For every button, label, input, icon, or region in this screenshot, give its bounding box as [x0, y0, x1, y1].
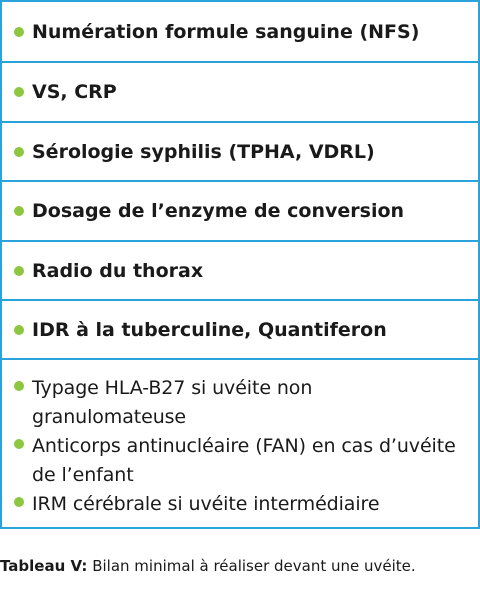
table-row [2, 242, 478, 301]
row-text: Typage HLA-B27 si uvéite non granulomateuse [32, 377, 313, 428]
list-item [14, 21, 472, 43]
row-text: IRM cérébrale si uvéite intermédiaire [32, 493, 380, 515]
bullet-icon [14, 147, 24, 157]
row-label: Numération formule sanguine (NFS) [32, 20, 420, 43]
caption-text: Bilan minimal à réaliser devant une uvéite. [92, 557, 416, 575]
list-item [14, 432, 472, 490]
list-item [14, 374, 472, 432]
bullet-icon [14, 497, 24, 507]
row-text: Anticorps antinucléaire (FAN) en cas d’uvéite de l’enfant [32, 435, 456, 486]
row-label: Dosage de l’enzyme de conversion [32, 200, 405, 222]
list-item [14, 490, 472, 519]
bullet-icon [14, 381, 24, 391]
bullet-icon [14, 27, 24, 37]
list-item [14, 200, 472, 222]
table-row [2, 182, 478, 242]
table-row [2, 123, 478, 182]
table-row [2, 63, 478, 123]
row-label: Radio du thorax [32, 259, 204, 282]
table-caption [0, 556, 480, 576]
list-item [14, 141, 472, 163]
caption-label: Tableau V: [0, 557, 88, 575]
bullet-icon [14, 87, 24, 97]
row-label: IDR à la tuberculine, Quantiferon [32, 318, 387, 341]
row-label: Sérologie syphilis (TPHA, VDRL) [32, 140, 375, 163]
table-row [2, 2, 478, 63]
bullet-icon [14, 439, 24, 449]
row-label: VS, CRP [32, 81, 117, 103]
table-row [2, 360, 478, 527]
bullet-icon [14, 206, 24, 216]
bullet-icon [14, 266, 24, 276]
table-row [2, 301, 478, 360]
list-item [14, 260, 472, 282]
bullet-icon [14, 325, 24, 335]
list-item [14, 81, 472, 103]
list-item [14, 319, 472, 341]
